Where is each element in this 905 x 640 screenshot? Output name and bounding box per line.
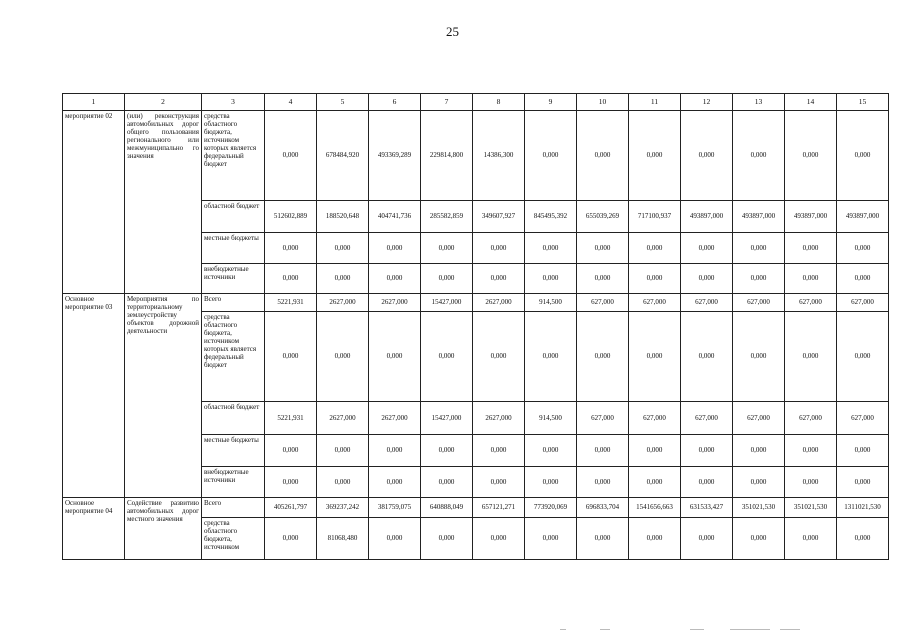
column-header: 4 [265, 94, 317, 111]
value-cell: 493897,000 [785, 201, 837, 233]
value-cell: 0,000 [785, 111, 837, 201]
value-cell: 0,000 [681, 264, 733, 294]
value-cell: 0,000 [421, 518, 473, 560]
value-cell: 0,000 [629, 233, 681, 264]
value-cell: 0,000 [577, 312, 629, 402]
value-cell: 2627,000 [369, 294, 421, 312]
value-cell: 0,000 [785, 233, 837, 264]
funding-source-cell: средства областного бюджета, источником которых является федеральный бюджет [202, 312, 265, 402]
value-cell: 369237,242 [317, 498, 369, 518]
column-header: 12 [681, 94, 733, 111]
value-cell: 0,000 [317, 467, 369, 498]
measure-name-cell: Основное мероприятие 03 [63, 294, 125, 498]
value-cell: 0,000 [733, 233, 785, 264]
value-cell: 0,000 [733, 435, 785, 467]
value-cell: 512602,889 [265, 201, 317, 233]
value-cell: 914,500 [525, 402, 577, 435]
value-cell: 0,000 [681, 111, 733, 201]
value-cell: 0,000 [785, 312, 837, 402]
value-cell: 0,000 [369, 435, 421, 467]
value-cell: 0,000 [265, 233, 317, 264]
value-cell: 493897,000 [837, 201, 889, 233]
value-cell: 15427,000 [421, 294, 473, 312]
value-cell: 627,000 [785, 402, 837, 435]
value-cell: 14386,300 [473, 111, 525, 201]
table-row [63, 498, 889, 518]
value-cell: 0,000 [317, 233, 369, 264]
value-cell: 229814,800 [421, 111, 473, 201]
value-cell: 0,000 [473, 312, 525, 402]
value-cell: 351021,530 [733, 498, 785, 518]
measure-name-cell: мероприятие 02 [63, 111, 125, 294]
value-cell: 627,000 [577, 402, 629, 435]
value-cell: 0,000 [785, 518, 837, 560]
table-row [63, 294, 889, 312]
value-cell: 0,000 [681, 233, 733, 264]
header-row [63, 94, 889, 111]
value-cell: 0,000 [785, 435, 837, 467]
value-cell: 0,000 [421, 264, 473, 294]
value-cell: 0,000 [525, 233, 577, 264]
column-header: 5 [317, 94, 369, 111]
value-cell: 0,000 [317, 435, 369, 467]
value-cell: 0,000 [369, 233, 421, 264]
value-cell: 627,000 [733, 294, 785, 312]
value-cell: 0,000 [577, 467, 629, 498]
value-cell: 0,000 [525, 435, 577, 467]
value-cell: 0,000 [369, 518, 421, 560]
scan-artifact [560, 628, 820, 632]
column-header: 11 [629, 94, 681, 111]
value-cell: 405261,797 [265, 498, 317, 518]
value-cell: 188520,648 [317, 201, 369, 233]
value-cell: 0,000 [265, 264, 317, 294]
value-cell: 493897,000 [681, 201, 733, 233]
value-cell: 0,000 [421, 312, 473, 402]
value-cell: 696833,704 [577, 498, 629, 518]
value-cell: 1541656,663 [629, 498, 681, 518]
value-cell: 1311021,530 [837, 498, 889, 518]
measure-description-cell: Содействие развитию автомобильных дорог местного значения [125, 498, 202, 560]
value-cell: 0,000 [681, 312, 733, 402]
value-cell: 627,000 [681, 294, 733, 312]
value-cell: 0,000 [473, 518, 525, 560]
value-cell: 493369,289 [369, 111, 421, 201]
value-cell: 0,000 [473, 435, 525, 467]
value-cell: 0,000 [837, 264, 889, 294]
funding-source-cell: внебюджетные источники [202, 467, 265, 498]
value-cell: 0,000 [577, 233, 629, 264]
value-cell: 2627,000 [473, 294, 525, 312]
value-cell: 0,000 [837, 111, 889, 201]
column-header: 8 [473, 94, 525, 111]
value-cell: 627,000 [577, 294, 629, 312]
funding-source-cell: областной бюджет [202, 402, 265, 435]
value-cell: 627,000 [837, 294, 889, 312]
value-cell: 0,000 [733, 312, 785, 402]
value-cell: 0,000 [369, 264, 421, 294]
value-cell: 81068,480 [317, 518, 369, 560]
funding-source-cell: областной бюджет [202, 201, 265, 233]
value-cell: 15427,000 [421, 402, 473, 435]
value-cell: 627,000 [837, 402, 889, 435]
value-cell: 0,000 [733, 264, 785, 294]
value-cell: 914,500 [525, 294, 577, 312]
value-cell: 0,000 [681, 467, 733, 498]
value-cell: 5221,931 [265, 402, 317, 435]
funding-source-cell: внебюджетные источники [202, 264, 265, 294]
table-row [63, 111, 889, 201]
value-cell: 0,000 [837, 467, 889, 498]
column-header: 14 [785, 94, 837, 111]
value-cell: 404741,736 [369, 201, 421, 233]
value-cell: 0,000 [421, 233, 473, 264]
value-cell: 655039,269 [577, 201, 629, 233]
column-header: 7 [421, 94, 473, 111]
page-number: 25 [446, 24, 459, 39]
value-cell: 0,000 [473, 264, 525, 294]
value-cell: 0,000 [733, 111, 785, 201]
value-cell: 627,000 [629, 294, 681, 312]
value-cell: 845495,392 [525, 201, 577, 233]
value-cell: 2627,000 [317, 402, 369, 435]
value-cell: 0,000 [525, 264, 577, 294]
funding-source-cell: средства областного бюджета, источником [202, 518, 265, 560]
value-cell: 0,000 [837, 518, 889, 560]
value-cell: 0,000 [577, 264, 629, 294]
value-cell: 640888,049 [421, 498, 473, 518]
value-cell: 0,000 [525, 312, 577, 402]
value-cell: 0,000 [629, 264, 681, 294]
value-cell: 0,000 [317, 312, 369, 402]
value-cell: 2627,000 [369, 402, 421, 435]
value-cell: 657121,271 [473, 498, 525, 518]
value-cell: 0,000 [629, 111, 681, 201]
measure-description-cell: Мероприятия по территориальному землеустройству объектов дорожной деятельности [125, 294, 202, 498]
column-header: 9 [525, 94, 577, 111]
value-cell: 0,000 [525, 467, 577, 498]
value-cell: 0,000 [265, 111, 317, 201]
value-cell: 0,000 [265, 467, 317, 498]
value-cell: 0,000 [577, 435, 629, 467]
column-header: 3 [202, 94, 265, 111]
column-header: 10 [577, 94, 629, 111]
value-cell: 0,000 [265, 435, 317, 467]
value-cell: 0,000 [421, 435, 473, 467]
column-header: 13 [733, 94, 785, 111]
value-cell: 0,000 [837, 435, 889, 467]
measure-name-cell: Основное мероприятие 04 [63, 498, 125, 560]
funding-source-cell: местные бюджеты [202, 435, 265, 467]
measure-description-cell: (или) реконструкция автомобильных дорог общего пользования регионального или межмуниципально го значения [125, 111, 202, 294]
value-cell: 493897,000 [733, 201, 785, 233]
value-cell: 773920,069 [525, 498, 577, 518]
column-header: 15 [837, 94, 889, 111]
value-cell: 0,000 [733, 518, 785, 560]
value-cell: 0,000 [629, 467, 681, 498]
value-cell: 0,000 [837, 233, 889, 264]
value-cell: 381759,075 [369, 498, 421, 518]
value-cell: 0,000 [629, 518, 681, 560]
value-cell: 0,000 [577, 111, 629, 201]
value-cell: 678484,920 [317, 111, 369, 201]
value-cell: 0,000 [577, 518, 629, 560]
value-cell: 0,000 [473, 233, 525, 264]
value-cell: 0,000 [525, 518, 577, 560]
value-cell: 627,000 [785, 294, 837, 312]
value-cell: 0,000 [629, 435, 681, 467]
value-cell: 351021,530 [785, 498, 837, 518]
value-cell: 0,000 [369, 467, 421, 498]
value-cell: 0,000 [317, 264, 369, 294]
value-cell: 0,000 [785, 467, 837, 498]
column-header: 6 [369, 94, 421, 111]
value-cell: 0,000 [733, 467, 785, 498]
value-cell: 285582,859 [421, 201, 473, 233]
value-cell: 0,000 [525, 111, 577, 201]
value-cell: 0,000 [629, 312, 681, 402]
value-cell: 0,000 [681, 435, 733, 467]
value-cell: 0,000 [265, 312, 317, 402]
value-cell: 627,000 [681, 402, 733, 435]
value-cell: 631533,427 [681, 498, 733, 518]
value-cell: 627,000 [733, 402, 785, 435]
value-cell: 0,000 [421, 467, 473, 498]
column-header: 1 [63, 94, 125, 111]
value-cell: 717100,937 [629, 201, 681, 233]
value-cell: 0,000 [473, 467, 525, 498]
funding-source-cell: Всего [202, 498, 265, 518]
value-cell: 0,000 [785, 264, 837, 294]
value-cell: 0,000 [837, 312, 889, 402]
value-cell: 627,000 [629, 402, 681, 435]
value-cell: 5221,931 [265, 294, 317, 312]
funding-source-cell: средства областного бюджета, источником которых является федеральный бюджет [202, 111, 265, 201]
value-cell: 0,000 [681, 518, 733, 560]
budget-table [62, 93, 889, 560]
value-cell: 0,000 [265, 518, 317, 560]
value-cell: 2627,000 [317, 294, 369, 312]
value-cell: 349607,927 [473, 201, 525, 233]
value-cell: 2627,000 [473, 402, 525, 435]
funding-source-cell: местные бюджеты [202, 233, 265, 264]
value-cell: 0,000 [369, 312, 421, 402]
column-header: 2 [125, 94, 202, 111]
funding-source-cell: Всего [202, 294, 265, 312]
